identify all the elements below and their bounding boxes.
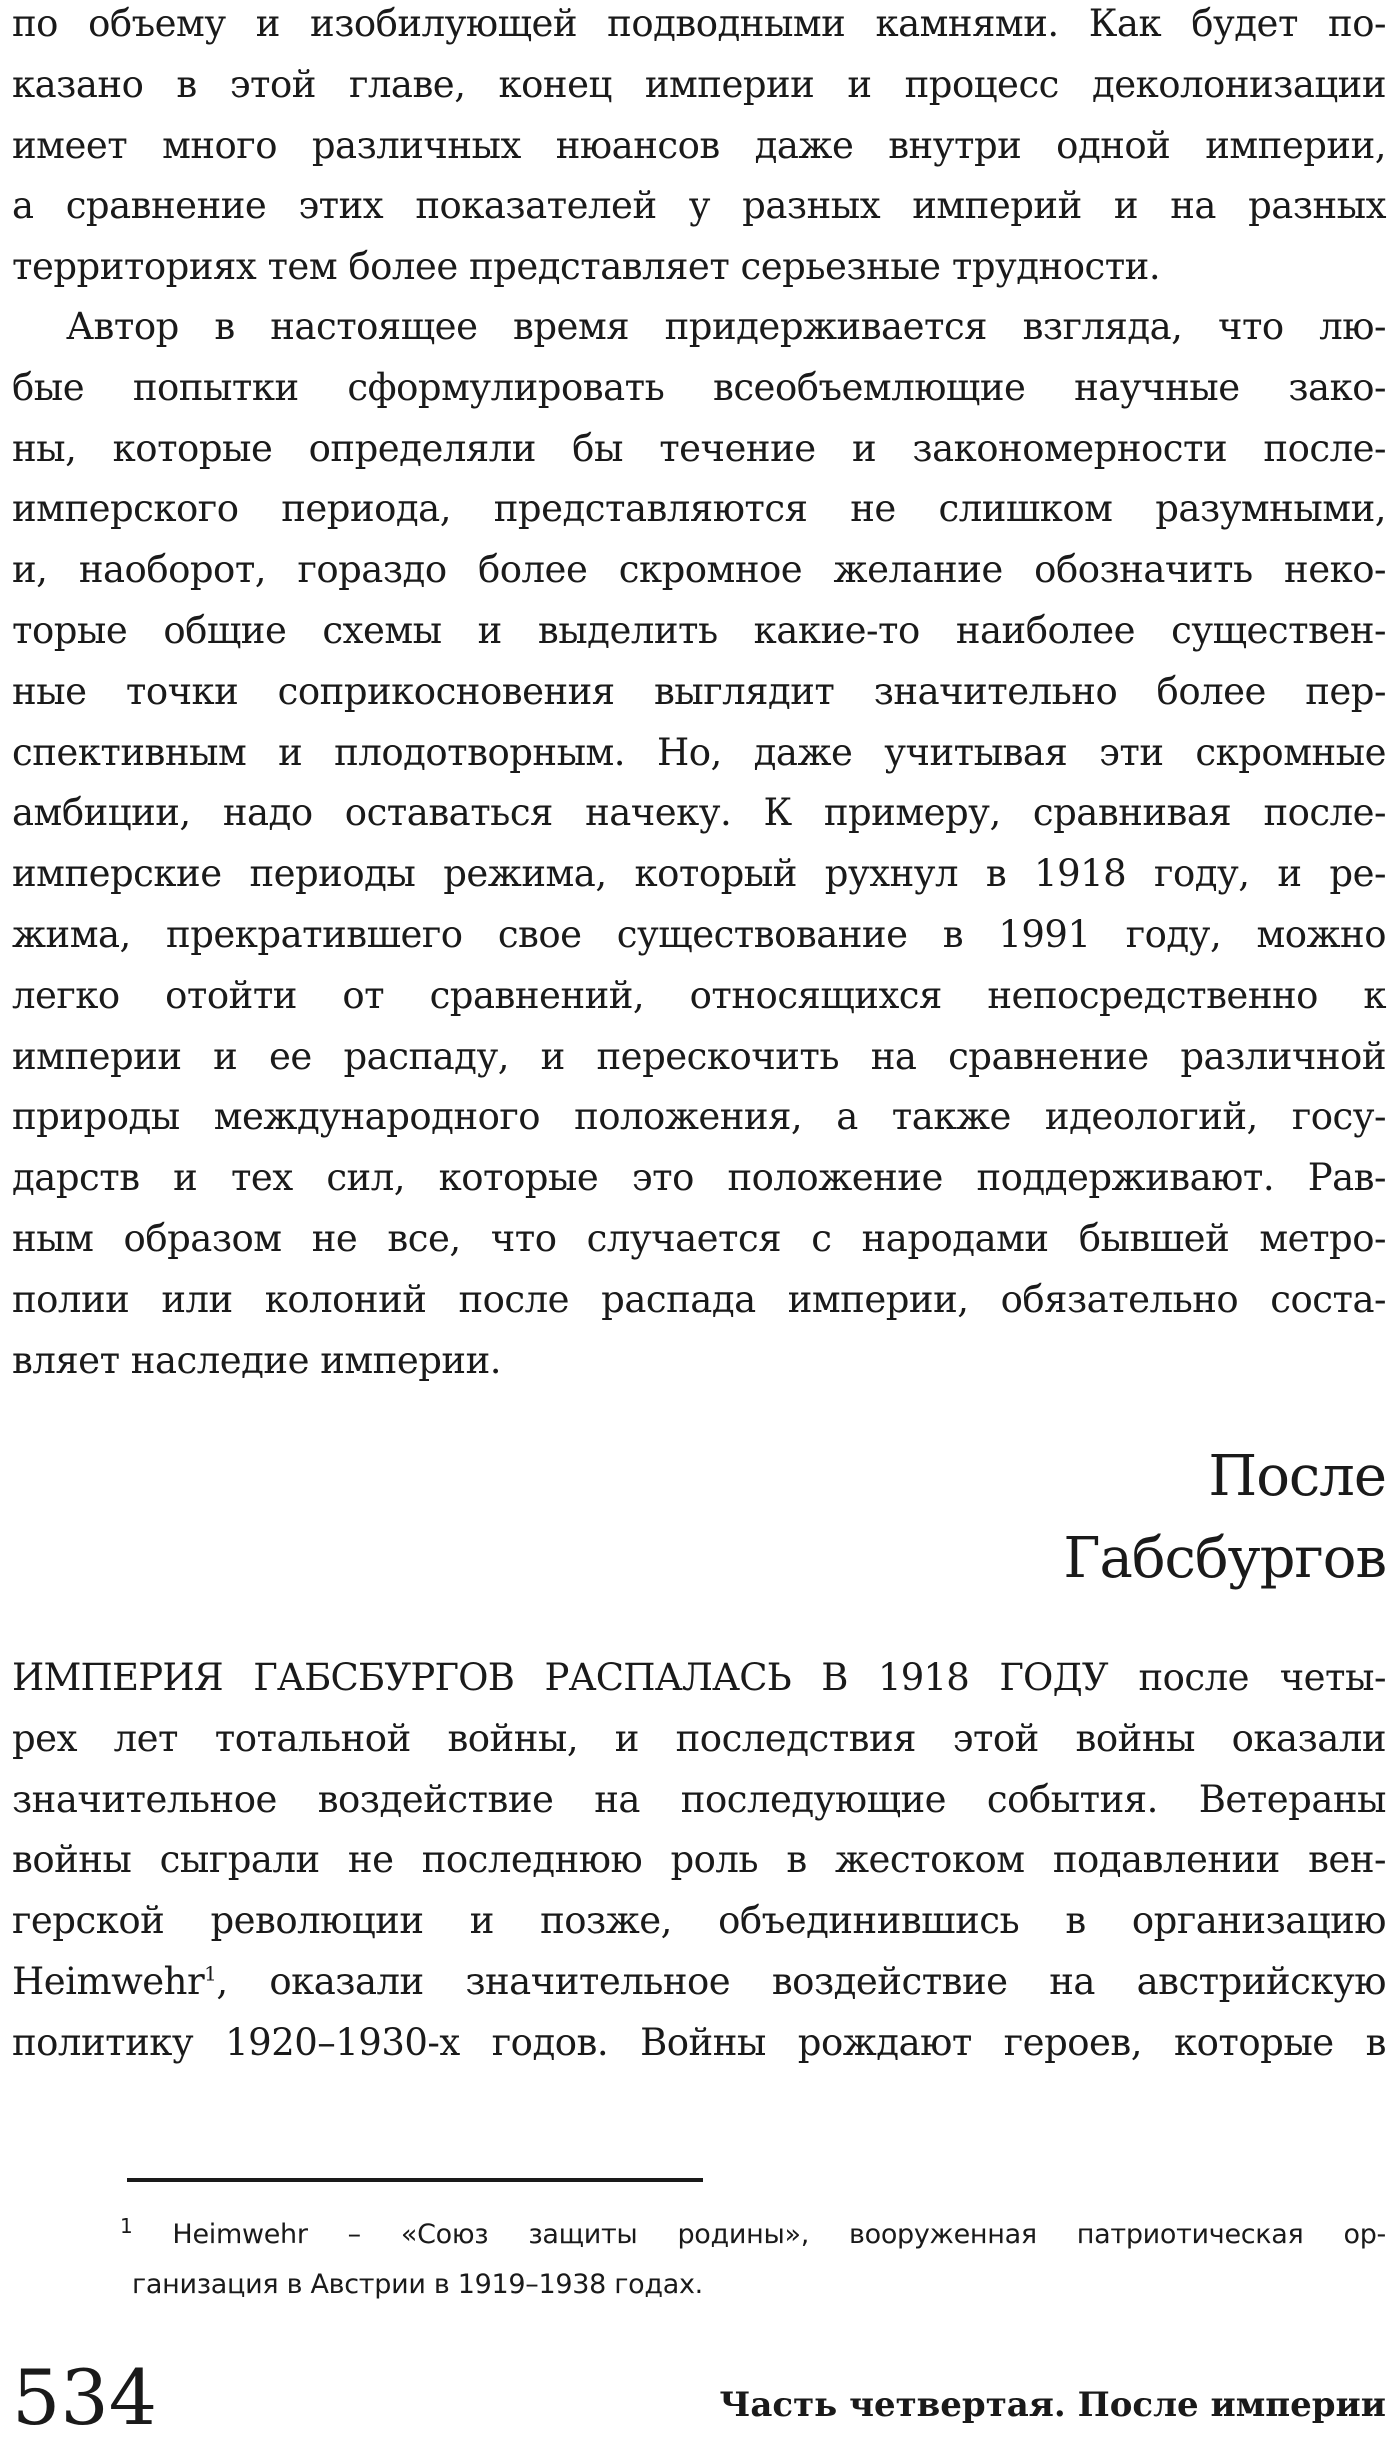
text-line: имеет много различных нюансов даже внутри одной империи, xyxy=(12,123,1386,167)
text-line: а сравнение этих показателей у разных империй и на разных xyxy=(12,184,1386,228)
text-line: дарств и тех сил, которые это положение поддерживают. Рав- xyxy=(12,1156,1386,1200)
text-line: вляет наследие империи. xyxy=(12,1338,502,1382)
text-line: имперского периода, представляются не слишком разумными, xyxy=(12,487,1386,531)
text-fragment: после четы- xyxy=(1107,1656,1386,1699)
text-line: спективным и плодотворным. Но, даже учитывая эти скромные xyxy=(12,730,1386,774)
text-line: политику 1920–1930-х годов. Войны рождают героев, которые в xyxy=(12,2020,1386,2064)
text-line: легко отойти от сравнений, относящихся непосредственно к xyxy=(12,973,1386,1017)
section-lead-caps: ИМПЕРИЯ ГАБСБУРГОВ РАСПАЛАСЬ В 1918 ГОДУ xyxy=(12,1656,1108,1699)
footnote xyxy=(120,2210,1386,2310)
text-line: Автор в настоящее время придерживается взгляда, что лю- xyxy=(66,305,1386,348)
page-number: 534 xyxy=(12,2353,158,2442)
text-line: имперские периоды режима, который рухнул в 1918 году, и ре- xyxy=(12,852,1386,896)
text-line: амбиции, надо оставаться начеку. К примеру, сравнивая после- xyxy=(12,791,1386,835)
running-head: Часть четвертая. После империи xyxy=(719,2385,1386,2425)
section-heading-line: После xyxy=(1208,1444,1386,1509)
text-line: бые попытки сформулировать всеобъемлющие научные зако- xyxy=(12,365,1386,409)
section-heading xyxy=(1063,1436,1386,1600)
text-line: жима, прекратившего свое существование в 1991 году, можно xyxy=(12,912,1386,956)
footnote-marker: 1 xyxy=(120,2214,133,2238)
text-line: природы международного положения, а также идеологий, госу- xyxy=(12,1095,1386,1139)
footnote-separator xyxy=(127,2178,703,2182)
text-line: войны сыграли не последнюю роль в жестоком подавлении вен- xyxy=(12,1838,1386,1882)
text-line: территориях тем более представляет серьезные трудности. xyxy=(12,245,1161,289)
text-fragment: Heimwehr xyxy=(12,1959,205,2003)
text-line: герской революции и позже, объединившись в организацию xyxy=(12,1899,1386,1943)
paragraph-3 xyxy=(12,1648,1386,2074)
text-line xyxy=(12,1648,1386,1709)
text-line: ным образом не все, что случается с народами бывшей метро- xyxy=(12,1216,1386,1260)
section-heading-line: Габсбургов xyxy=(1063,1526,1386,1591)
text-line: рех лет тотальной войны, и последствия этой войны оказали xyxy=(12,1716,1386,1760)
text-line: полии или колоний после распада империи, обязательно соста- xyxy=(12,1277,1386,1321)
text-line: ные точки соприкосновения выглядит значительно более пер- xyxy=(12,669,1386,713)
footnote-text: Heimwehr – «Союз защиты родины», вооруженная патриотическая ор- xyxy=(132,2219,1386,2250)
text-line: торые общие схемы и выделить какие-то наиболее существен- xyxy=(12,608,1386,652)
footnote-line xyxy=(120,2210,1386,2260)
paragraph-2 xyxy=(12,297,1386,1391)
text-fragment: , оказали значительное воздействие на австрийскую xyxy=(216,1959,1386,2003)
text-line: ны, которые определяли бы течение и закономерности после- xyxy=(12,426,1386,470)
footnote-reference[interactable]: 1 xyxy=(204,1961,217,1986)
text-line: по объему и изобилующей подводными камнями. Как будет по- xyxy=(12,2,1386,45)
text-line xyxy=(12,1952,1386,2013)
text-line: казано в этой главе, конец империи и процесс деколонизации xyxy=(12,62,1386,106)
text-line: значительное воздействие на последующие события. Ветераны xyxy=(12,1777,1386,1821)
footnote-line: ганизация в Австрии в 1919–1938 годах. xyxy=(132,2269,703,2300)
text-line: империи и ее распаду, и перескочить на сравнение различной xyxy=(12,1034,1386,1078)
paragraph-1 xyxy=(12,0,1386,298)
text-line: и, наоборот, гораздо более скромное желание обозначить неко- xyxy=(12,548,1386,592)
